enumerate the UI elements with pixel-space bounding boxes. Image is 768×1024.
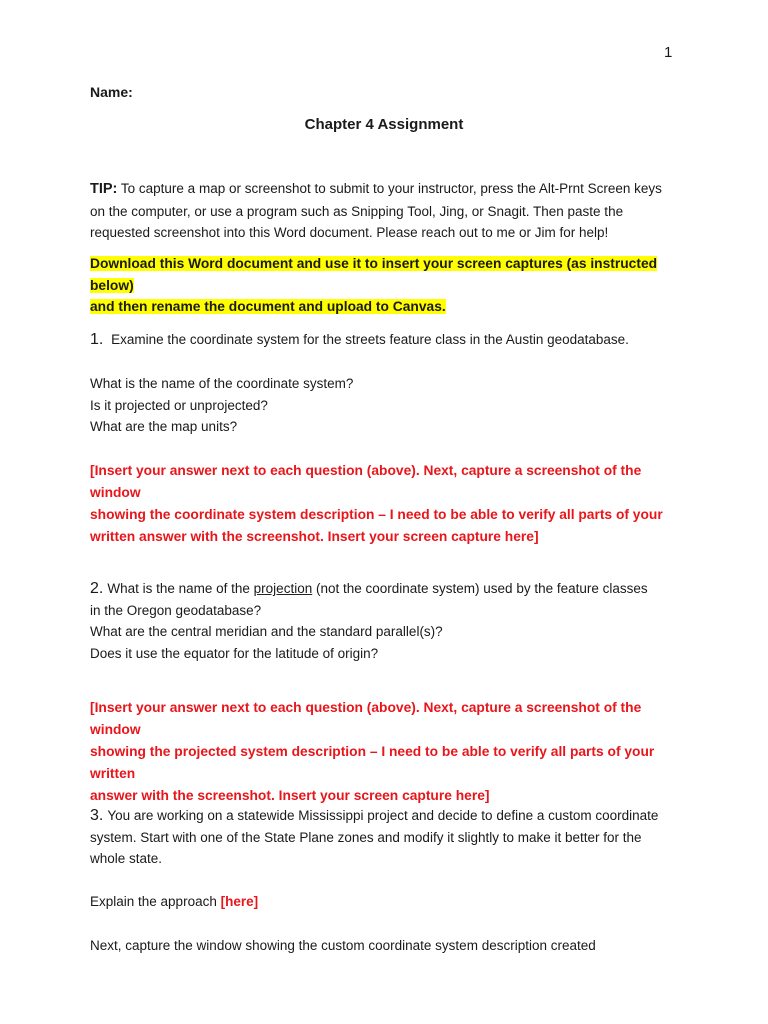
explain-line xyxy=(90,891,690,913)
instruction-line: written answer with the screenshot. Insert your screen capture here] xyxy=(90,529,539,544)
instruction-line: showing the coordinate system description – I need to be able to verify all parts of your xyxy=(90,507,663,522)
name-label: Name: xyxy=(90,84,133,100)
document-title: Chapter 4 Assignment xyxy=(304,116,464,133)
explain-text: Explain the approach xyxy=(90,894,221,909)
next-instruction: Next, capture the window showing the custom coordinate system description created xyxy=(90,938,596,953)
highlight-paragraph xyxy=(90,253,690,318)
highlight-line: and then rename the document and upload to Canvas. xyxy=(90,299,446,314)
page-number: 1 xyxy=(664,44,673,61)
question-intro: system. Start with one of the State Plane zones and modify it slightly to make it better for the xyxy=(90,829,642,845)
instruction-line: [Insert your answer next to each question (above). Next, capture a screenshot of the window xyxy=(90,463,642,500)
question-1-instruction xyxy=(90,460,690,548)
instruction-line: answer with the screenshot. Insert your screen capture here] xyxy=(90,788,490,803)
question-1-list xyxy=(90,373,690,438)
question-intro-post: (not the coordinate system) used by the feature classes xyxy=(312,581,648,596)
tip-lead: TIP: xyxy=(90,181,118,197)
tip-paragraph xyxy=(90,178,690,244)
tip-line: requested screenshot into this Word document. Please reach out to me or Jim for help! xyxy=(90,225,609,240)
highlight-line: Download this Word document and use it to insert your screen captures (as instructed below) xyxy=(90,256,658,293)
question-intro-pre: What is the name of the xyxy=(107,581,254,596)
question-number: 1. xyxy=(90,331,104,348)
question-item: Is it projected or unprojected? xyxy=(90,397,268,413)
question-number: 3. xyxy=(90,807,104,824)
question-intro-line2: in the Oregon geodatabase? xyxy=(90,602,262,618)
tip-line: on the computer, or use a program such as Snipping Tool, Jing, or Snagit. Then paste the xyxy=(90,203,624,219)
question-1 xyxy=(90,329,690,351)
question-intro: Examine the coordinate system for the streets feature class in the Austin geodatabase. xyxy=(111,332,629,347)
question-intro: You are working on a statewide Mississippi project and decide to define a custom coordinate xyxy=(107,808,659,823)
question-item: Does it use the equator for the latitude of origin? xyxy=(90,645,379,661)
question-item: What is the name of the coordinate system? xyxy=(90,376,354,391)
tip-line: To capture a map or screenshot to submit to your instructor, press the Alt-Prnt Screen keys xyxy=(117,181,662,196)
instruction-line: showing the projected system description – I need to be able to verify all parts of your written xyxy=(90,744,655,781)
instruction-line: [Insert your answer next to each question (above). Next, capture a screenshot of the window xyxy=(90,700,642,737)
underlined-term: projection xyxy=(253,581,313,596)
question-2-instruction xyxy=(90,697,690,807)
question-2 xyxy=(90,578,690,664)
question-3 xyxy=(90,805,690,870)
question-number: 2. xyxy=(90,580,104,597)
question-item: What are the central meridian and the standard parallel(s)? xyxy=(90,624,443,639)
question-item: What are the map units? xyxy=(90,419,238,434)
answer-placeholder: [here] xyxy=(220,894,259,909)
question-intro: whole state. xyxy=(90,851,163,866)
